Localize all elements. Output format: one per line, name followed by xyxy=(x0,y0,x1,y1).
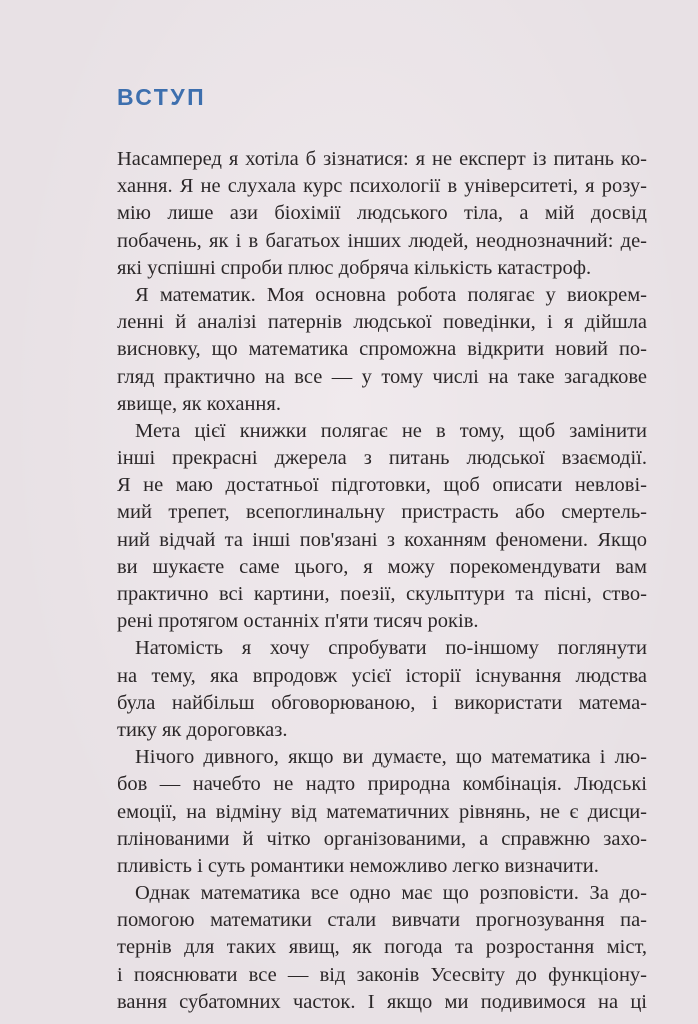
text-line: Я математик. Моя основна робота полягає у виокрем- xyxy=(135,283,647,306)
text-line: явище, як кохання. xyxy=(117,392,281,415)
text-line: мий трепет, всепоглинальну пристрасть або смертель- xyxy=(117,501,647,524)
text-line: тернів для таких явищ, як погода та розростання міст, xyxy=(117,936,647,959)
text-line: мію лише ази біохімії людського тіла, а мій досвід xyxy=(117,202,647,225)
text-line: Мета цієї книжки полягає не в тому, щоб замінити xyxy=(135,419,647,442)
text-line: гляд практично на все — у тому числі на таке загадкове xyxy=(117,365,647,388)
text-line: була найбільш обговорюваною, і використати матема- xyxy=(117,691,647,714)
text-line: і пояснювати все — від законів Усесвіту до функціону- xyxy=(117,963,647,986)
text-line: Натомість я хочу спробувати по-іншому поглянути xyxy=(135,637,647,660)
text-line: які успішні спроби плюс добряча кількість катастроф. xyxy=(117,256,592,279)
text-line: помогою математики стали вивчати прогнозування па- xyxy=(117,909,647,932)
text-line: Однак математика все одно має що розповісти. За до- xyxy=(135,882,647,905)
text-line: емоції, на відміну від математичних рівнянь, не є дисци- xyxy=(117,800,647,823)
text-line: Я не маю достатньої підготовки, щоб описати невлові- xyxy=(117,474,647,497)
text-line: тику як дороговказ. xyxy=(117,718,288,741)
text-line: побачень, як і в багатьох інших людей, неоднозначний: де- xyxy=(117,229,647,252)
text-line: пливість і суть романтики неможливо легко визначити. xyxy=(117,854,599,877)
text-line: Насамперед я хотіла б зізнатися: я не експерт із питань ко- xyxy=(117,148,647,170)
text-line: ленні й аналізі патернів людської поведінки, і я дійшла xyxy=(117,311,647,334)
text-line: практично всі картини, поезії, скульптури та пісні, ство- xyxy=(117,583,647,605)
text-line: висновку, що математика спроможна відкрити новий по- xyxy=(117,338,647,361)
body-text xyxy=(117,146,647,1016)
text-line: ви шукаєте саме цього, я можу порекомендувати вам xyxy=(117,555,647,578)
text-line: Нічого дивного, якщо ви думаєте, що математика і лю- xyxy=(135,746,647,769)
text-line: на тему, яка впродовж усієї історії існування людства xyxy=(117,664,647,687)
text-line: вання субатомних часток. І якщо ми подивимося на ці xyxy=(117,990,647,1013)
text-line: бов — начебто не надто природна комбінація. Людські xyxy=(117,773,647,796)
text-line: інші прекрасні джерела з питань людської взаємодії. xyxy=(117,447,647,470)
text-line: ний відчай та інші пов'язані з коханням феномени. Якщо xyxy=(117,528,647,551)
chapter-title: ВСТУП xyxy=(117,84,207,110)
text-line: хання. Я не слухала курс психології в університеті, я розу- xyxy=(117,175,647,198)
text-line: плінованими й чітко організованими, а справжню захо- xyxy=(117,827,647,850)
text-line: рені протягом останніх п'яти тисяч років. xyxy=(117,610,479,633)
